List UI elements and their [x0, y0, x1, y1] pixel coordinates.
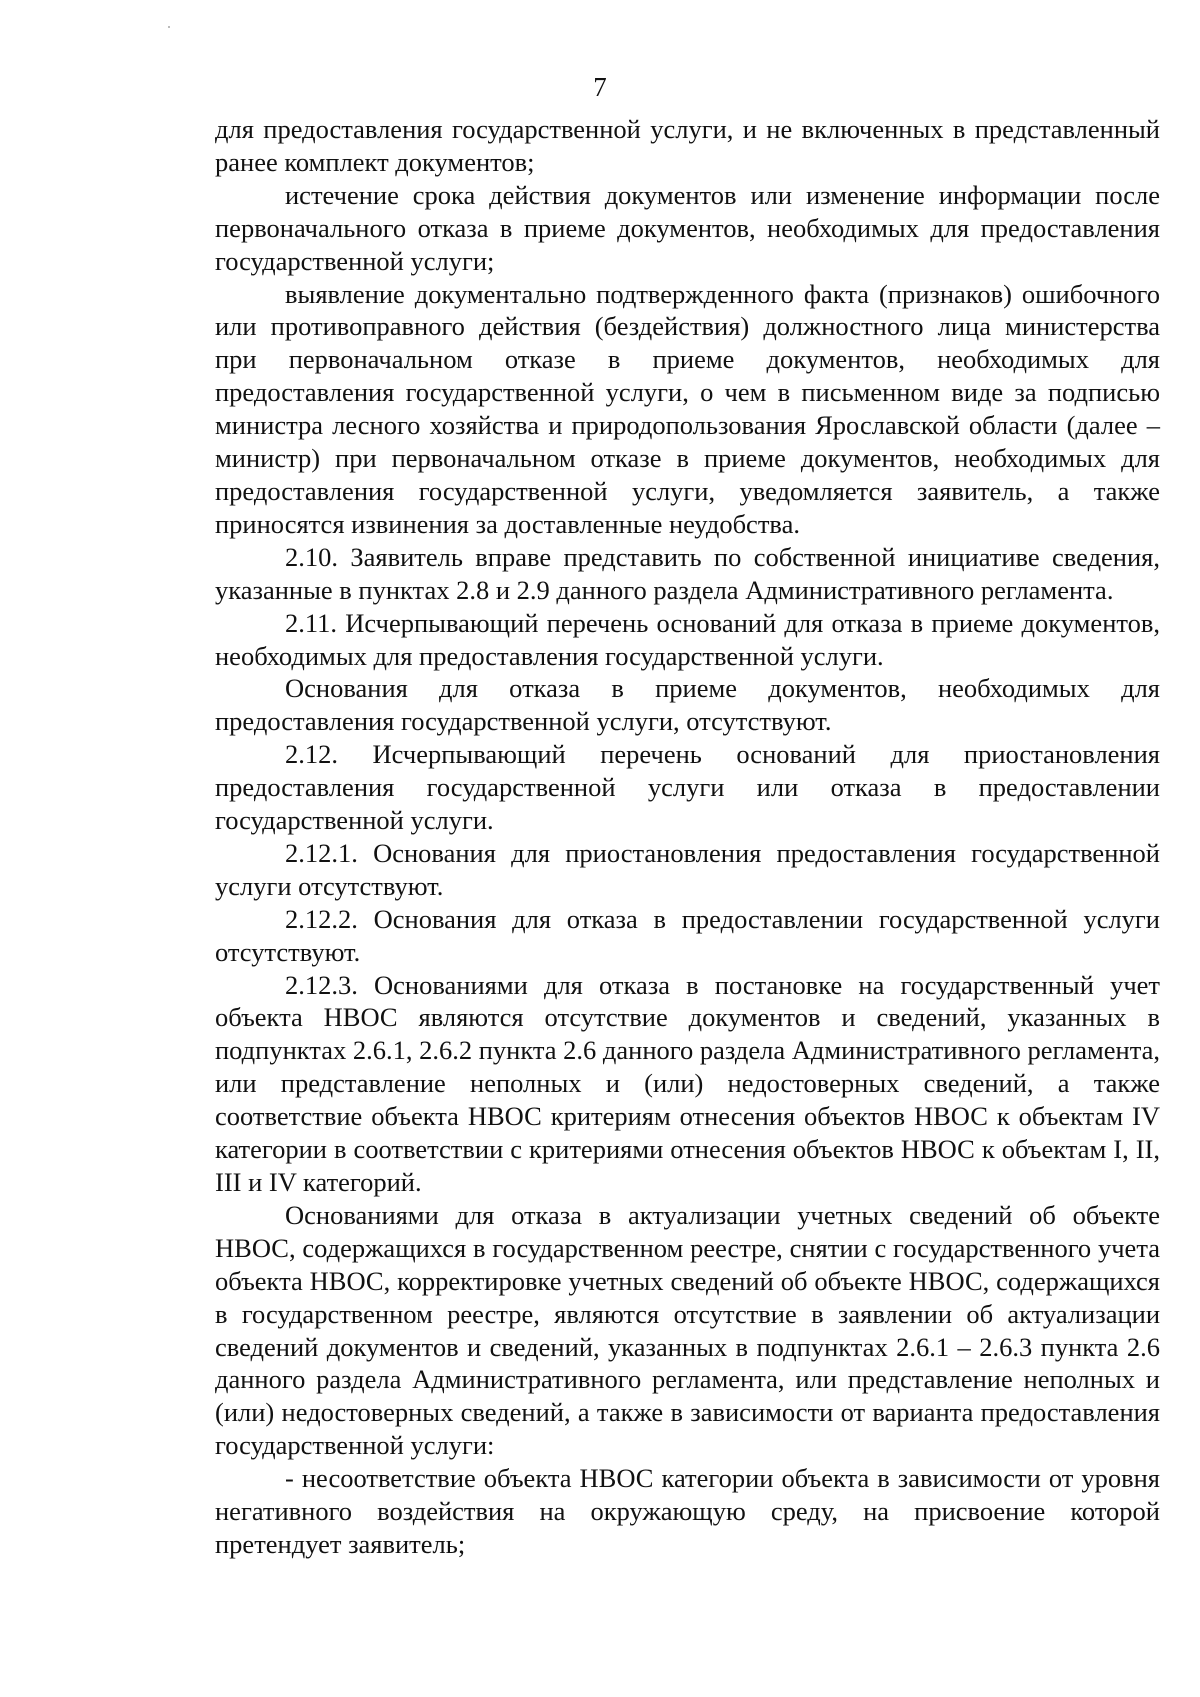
paragraph-2-11: 2.11. Исчерпывающий перечень оснований для отказа в приеме документов, необходимых для предоставления государственной услуги. [215, 607, 1160, 671]
paragraph-2-12: 2.12. Исчерпывающий перечень оснований для приостановления предоставления государственной услуги или отказа в предоставлении государственной услуги. [215, 739, 1160, 836]
paragraph-2-10: 2.10. Заявитель вправе представить по собственной инициативе сведения, указанные в пунктах 2.8 и 2.9 данного раздела Административного регламента. [215, 541, 1160, 605]
paragraph-2-12-2: 2.12.2. Основания для отказа в предоставлении государственной услуги отсутствуют. [215, 903, 1160, 967]
paragraph-list-item: - несоответствие объекта НВОС категории объекта в зависимости от уровня негативного воздействия на окружающую среду, на присвоение которой претендует заявитель; [215, 1463, 1160, 1559]
paragraph-expiry: истечение срока действия документов или изменение информации после первоначального отказа в приеме документов, необходимых для предоставления государственной услуги; [215, 179, 1160, 276]
paragraph-error-detection: выявление документально подтвержденного факта (признаков) ошибочного или противоправного действия (бездействия) должностного лица министерства при первоначальном отказе в приеме документов, необходимых для предоставления государственной услуги, о чем в письменном виде за подписью министра лесного хозяйства и природопользования Ярославской области (далее – министр) при первоначальном отказе в приеме документов, необходимых для предоставления государственной услуги, уведомляется заявитель, а также приносятся извинения за доставленные неудобства. [215, 278, 1160, 539]
document-body [215, 113, 1160, 1561]
paragraph-actualization-grounds: Основаниями для отказа в актуализации учетных сведений об объекте НВОС, содержащихся в государственном реестре, снятии с государственного учета объекта НВОС, корректировке учетных сведений об объекте НВОС, содержащихся в государственном реестре, являются отсутствие в заявлении об актуализации сведений документов и сведений, указанных в подпунктах 2.6.1 – 2.6.3 пункта 2.6 данного раздела Административного регламента, или представление неполных и (или) недостоверных сведений, а также в зависимости от варианта предоставления государственной услуги: [215, 1199, 1160, 1461]
scan-speck [168, 26, 170, 28]
page-number: 7 [593, 72, 607, 102]
paragraph-2-12-3: 2.12.3. Основаниями для отказа в постановке на государственный учет объекта НВОС являются отсутствие документов и сведений, указанных в подпунктах 2.6.1, 2.6.2 пункта 2.6 данного раздела Административного регламента, или представление неполных и (или) недостоверных сведений, а также соответствие объекта НВОС критериям отнесения объектов НВОС к объектам IV категории в соответствии с критериями отнесения объектов НВОС к объектам I, II, III и IV категорий. [215, 969, 1160, 1197]
paragraph-continuation: для предоставления государственной услуги, и не включенных в представленный ранее комплект документов; [215, 114, 1160, 177]
paragraph-2-12-1: 2.12.1. Основания для приостановления предоставления государственной услуги отсутствуют. [215, 837, 1160, 901]
paragraph-grounds-none: Основания для отказа в приеме документов, необходимых для предоставления государственной услуги, отсутствуют. [215, 673, 1160, 737]
